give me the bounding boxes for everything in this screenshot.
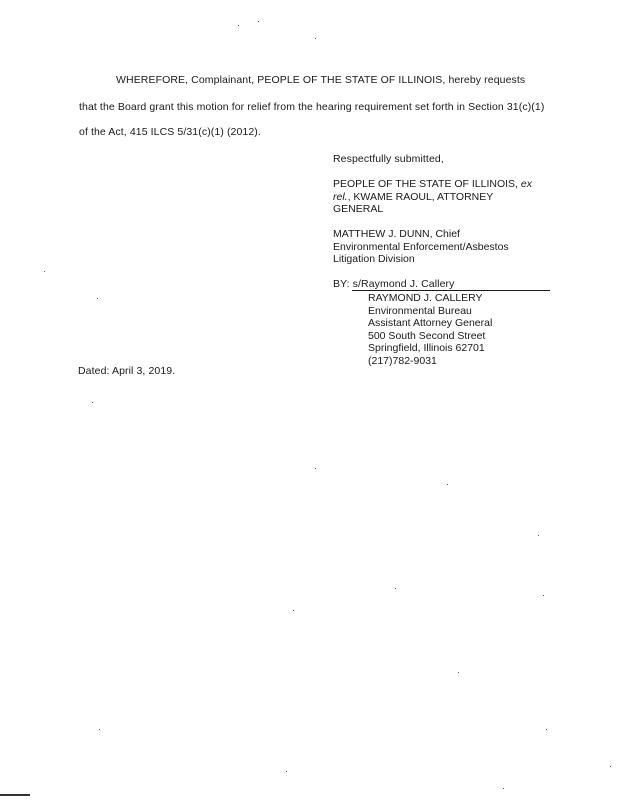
party-line-2-text: , KWAME RAOUL, ATTORNEY xyxy=(347,190,494,203)
paragraph-line-1: WHEREFORE, Complainant, PEOPLE OF THE STATE OF ILLINOIS, hereby requests xyxy=(116,74,526,86)
scan-speck xyxy=(315,468,316,469)
scan-speck xyxy=(258,21,259,22)
scan-speck xyxy=(97,298,98,299)
scan-speck xyxy=(447,484,448,485)
dated-line: Dated: April 3, 2019. xyxy=(78,365,176,377)
chief-block xyxy=(333,228,509,266)
party-line-3: GENERAL xyxy=(333,203,384,215)
by-label: BY: xyxy=(333,278,353,290)
chief-line-3: Litigation Division xyxy=(333,253,415,265)
scan-speck xyxy=(315,38,316,39)
attorney-line: 500 South Second Street xyxy=(368,329,486,342)
scan-speck xyxy=(610,766,611,767)
by-line xyxy=(333,278,454,290)
scan-speck xyxy=(546,729,547,730)
scan-speck xyxy=(92,402,93,403)
closing-text: Respectfully submitted, xyxy=(333,153,444,165)
scan-speck xyxy=(99,729,100,730)
scan-speck xyxy=(503,788,504,789)
paragraph-line-2: that the Board grant this motion for relief from the hearing requirement set forth in Section 31(c)(1) xyxy=(79,101,545,113)
party-block xyxy=(333,178,532,216)
chief-line-2: Environmental Enforcement/Asbestos xyxy=(333,240,509,253)
scan-speck xyxy=(538,535,539,536)
scan-speck xyxy=(543,595,544,596)
party-line-1 xyxy=(333,178,532,191)
attorney-line: RAYMOND J. CALLERY xyxy=(368,292,483,304)
attorney-line: (217)782-9031 xyxy=(368,354,437,367)
signature-line xyxy=(352,290,550,291)
scan-speck xyxy=(238,25,239,26)
party-line-1-text: PEOPLE OF THE STATE OF ILLINOIS, xyxy=(333,178,521,190)
attorney-line: Assistant Attorney General xyxy=(368,317,493,329)
scan-speck xyxy=(395,588,396,589)
scan-speck xyxy=(286,771,287,772)
scan-edge-mark xyxy=(0,794,30,796)
party-line-2-italic: rel. xyxy=(333,190,348,203)
party-line-2 xyxy=(333,191,532,204)
electronic-signature: s/Raymond J. Callery xyxy=(352,278,455,290)
chief-line-1: MATTHEW J. DUNN, Chief xyxy=(333,228,460,240)
paragraph-line-3: of the Act, 415 ILCS 5/31(c)(1) (2012). xyxy=(79,126,261,138)
attorney-line: Environmental Bureau xyxy=(368,304,472,317)
scan-speck xyxy=(44,271,45,272)
attorney-block xyxy=(368,292,492,367)
attorney-line: Springfield, Illinois 62701 xyxy=(368,342,485,354)
scan-speck xyxy=(458,672,459,673)
scan-speck xyxy=(293,610,294,611)
party-line-1-italic: ex xyxy=(520,178,532,190)
